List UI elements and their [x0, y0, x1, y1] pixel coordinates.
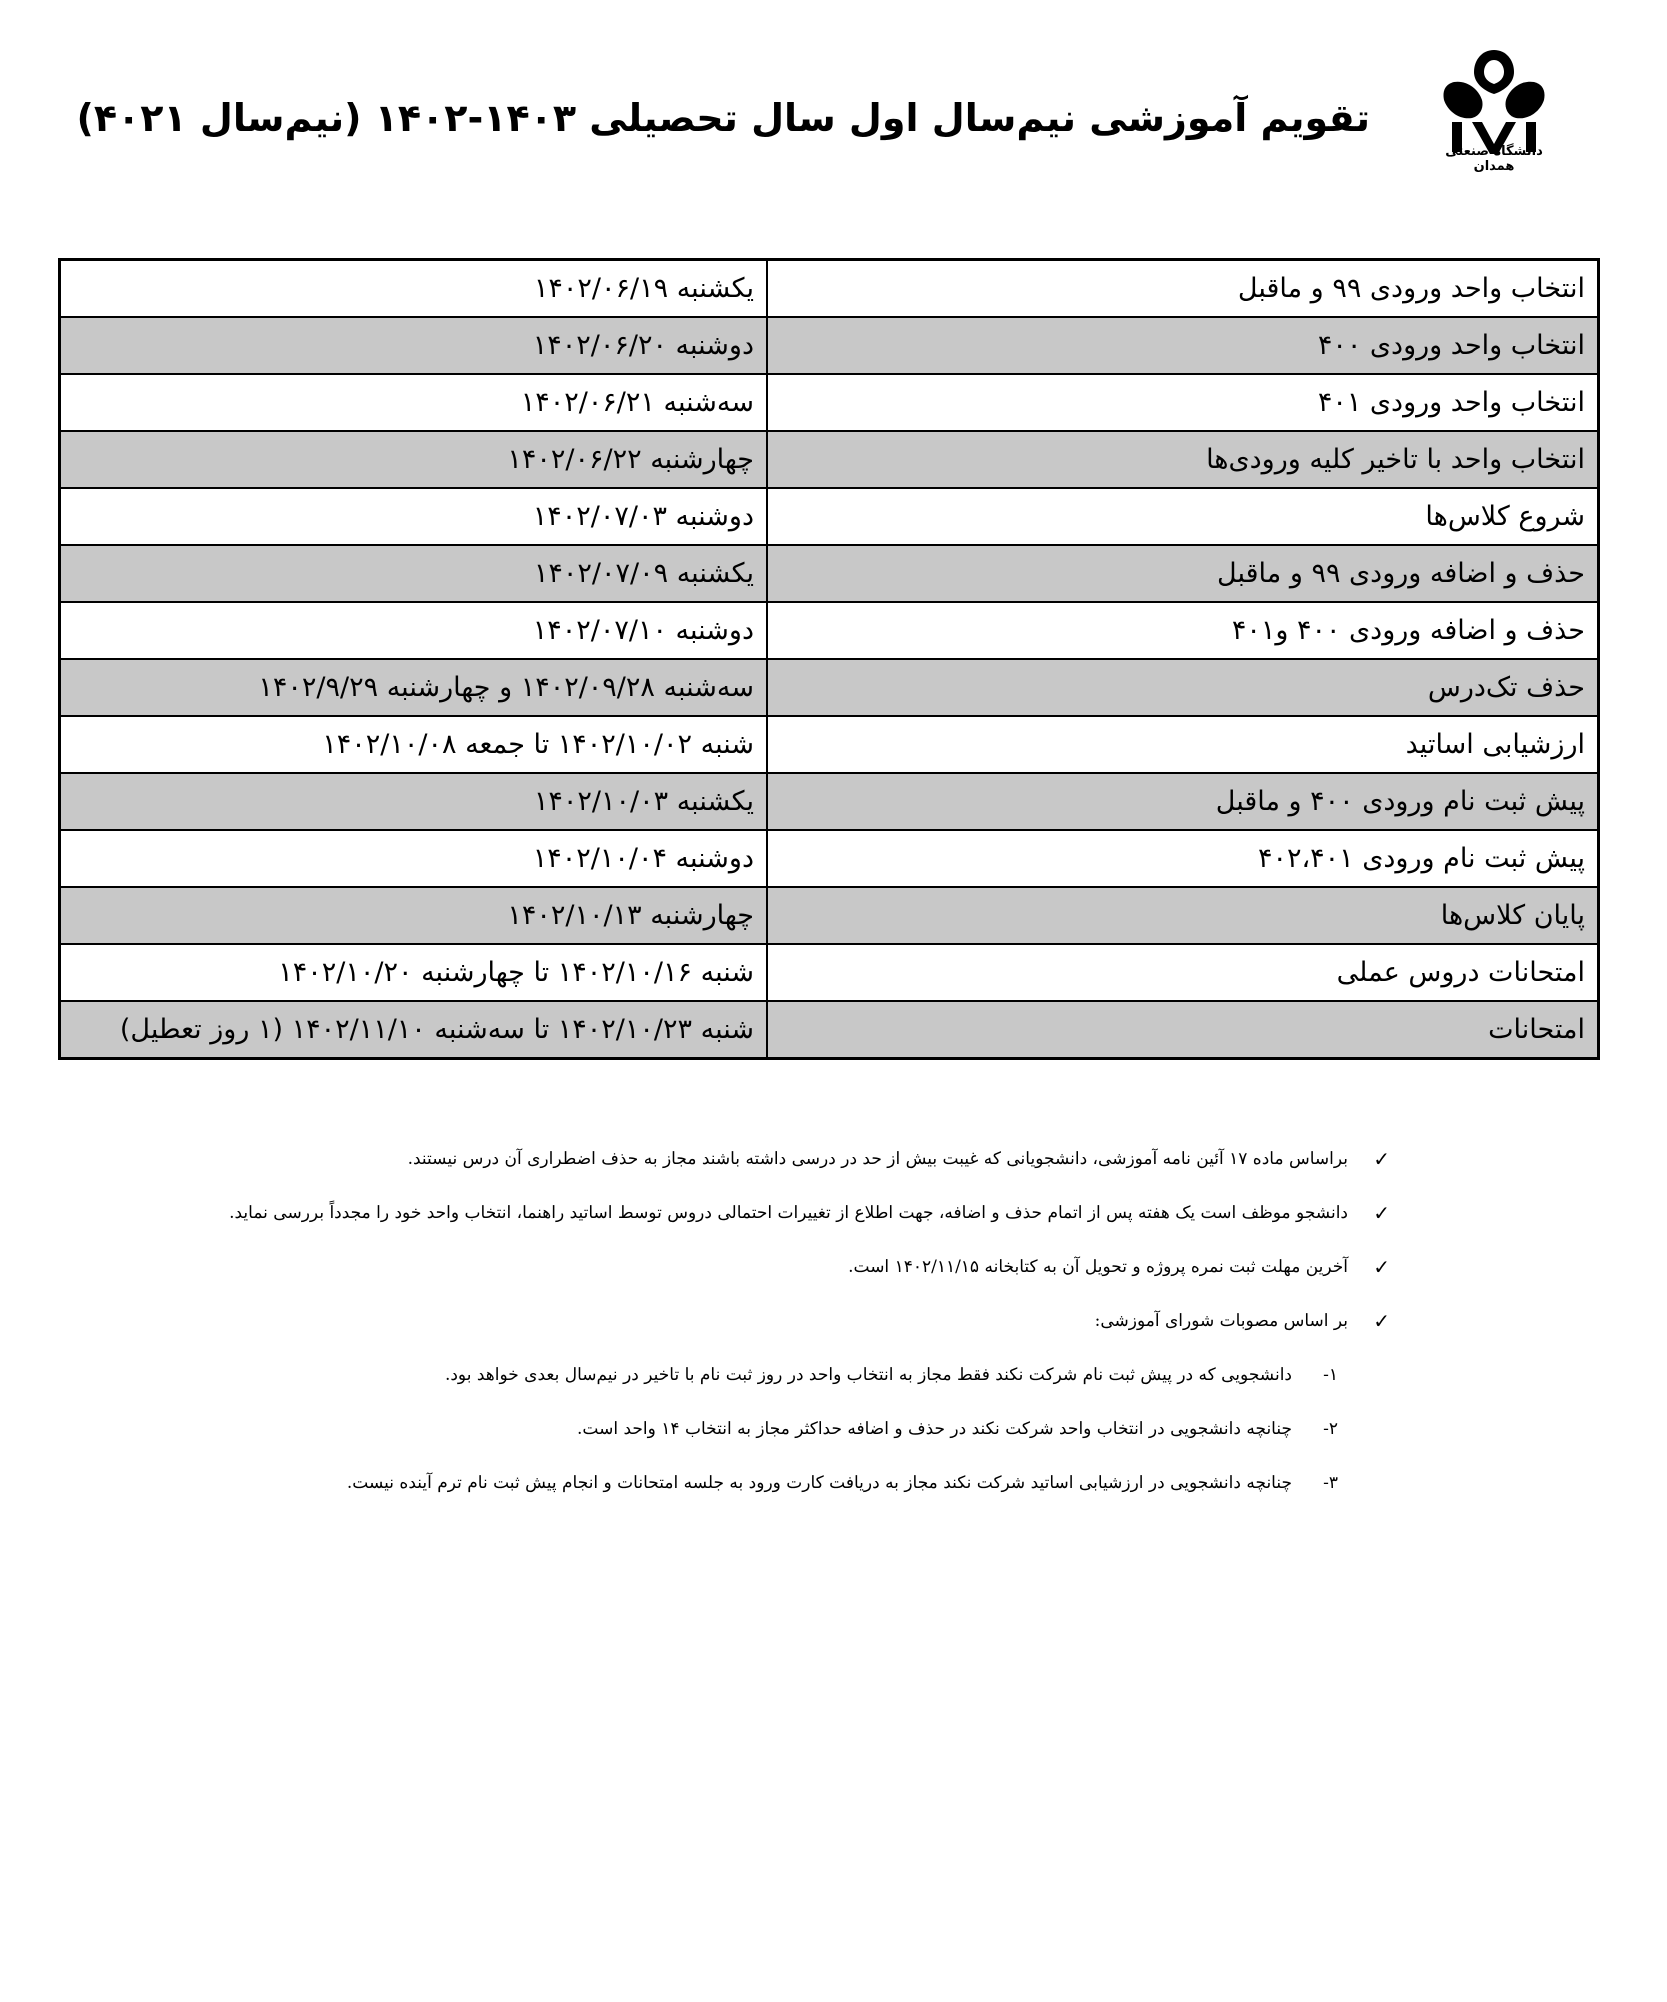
sub-note-text: چنانچه دانشجویی در انتخاب واحد شرکت نکند در حذف و اضافه حداکثر مجاز به انتخاب ۱۴ واحد است. [577, 1419, 1292, 1439]
event-cell: انتخاب واحد ورودی ۹۹ و ماقبل [767, 260, 1599, 318]
date-cell: یکشنبه ۱۴۰۲/۱۰/۰۳ [60, 773, 768, 830]
date-cell: چهارشنبه ۱۴۰۲/۱۰/۱۳ [60, 887, 768, 944]
date-cell: دوشنبه ۱۴۰۲/۱۰/۰۴ [60, 830, 768, 887]
sub-note-text: دانشجویی که در پیش ثبت نام شرکت نکند فقط مجاز به انتخاب واحد در روز ثبت نام با تاخیر در نیم‌سال بعدی خواهد بود. [444, 1365, 1292, 1385]
table-row [60, 716, 1599, 773]
date-cell: دوشنبه ۱۴۰۲/۰۷/۱۰ [60, 602, 768, 659]
event-cell: حذف و اضافه ورودی ۹۹ و ماقبل [767, 545, 1599, 602]
event-cell: امتحانات دروس عملی [767, 944, 1599, 1001]
date-cell: یکشنبه ۱۴۰۲/۰۶/۱۹ [60, 260, 768, 318]
table-row [60, 773, 1599, 830]
note-item [130, 1132, 1390, 1186]
event-cell: حذف تک‌درس [767, 659, 1599, 716]
event-cell: ارزشیابی اساتید [767, 716, 1599, 773]
note-item [130, 1294, 1390, 1348]
check-mark-icon: ✓ [1373, 1309, 1390, 1333]
event-cell: انتخاب واحد با تاخیر کلیه ورودی‌ها [767, 431, 1599, 488]
sub-note-number: ۲- [1323, 1419, 1338, 1439]
sub-note-number: ۳- [1323, 1473, 1338, 1493]
table-row [60, 374, 1599, 431]
date-cell: دوشنبه ۱۴۰۲/۰۶/۲۰ [60, 317, 768, 374]
sub-note-item [130, 1348, 1390, 1402]
check-mark-icon: ✓ [1373, 1255, 1390, 1279]
date-cell: دوشنبه ۱۴۰۲/۰۷/۰۳ [60, 488, 768, 545]
page-title: تقویم آموزشی نیم‌سال اول سال تحصیلی ۱۴۰۳-۱۴۰۲ (نیم‌سال ۴۰۲۱) [76, 96, 1370, 140]
logo-caption: دانشگاه صنعتی همدان [1445, 144, 1543, 174]
sub-note-item [130, 1402, 1390, 1456]
event-cell: حذف و اضافه ورودی ۴۰۰ و۴۰۱ [767, 602, 1599, 659]
event-cell: انتخاب واحد ورودی ۴۰۱ [767, 374, 1599, 431]
date-cell: چهارشنبه ۱۴۰۲/۰۶/۲۲ [60, 431, 768, 488]
table-row [60, 659, 1599, 716]
note-item [130, 1186, 1390, 1240]
sub-note-item [130, 1456, 1390, 1510]
table-row [60, 830, 1599, 887]
sub-note-text: چنانچه دانشجویی در ارزشیابی اساتید شرکت نکند مجاز به دریافت کارت ورود به جلسه امتحانات و انجام پیش ثبت نام ترم آینده نیست. [346, 1473, 1292, 1493]
table-row [60, 602, 1599, 659]
table-row [60, 887, 1599, 944]
table-row [60, 545, 1599, 602]
event-cell: پیش ثبت نام ورودی ۴۰۰ و ماقبل [767, 773, 1599, 830]
check-mark-icon: ✓ [1373, 1201, 1390, 1225]
event-cell: امتحانات [767, 1001, 1599, 1059]
note-text: بر اساس مصوبات شورای آموزشی: [1094, 1311, 1348, 1331]
note-text: دانشجو موظف است یک هفته پس از اتمام حذف و اضافه، جهت اطلاع از تغییرات احتمالی دروس توسط اساتید راهنما، انتخاب واحد خود را مجدداً بررسی نماید. [229, 1203, 1348, 1223]
event-cell: انتخاب واحد ورودی ۴۰۰ [767, 317, 1599, 374]
sub-note-number: ۱- [1323, 1365, 1338, 1385]
note-item [130, 1240, 1390, 1294]
event-cell: پایان کلاس‌ها [767, 887, 1599, 944]
calendar-table [58, 258, 1600, 1060]
note-text: براساس ماده ۱۷ آئین نامه آموزشی، دانشجویانی که غیبت بیش از حد در درسی داشته باشند مجاز به حذف اضطراری آن درس نیستند. [407, 1149, 1348, 1169]
table-row [60, 431, 1599, 488]
event-cell: شروع کلاس‌ها [767, 488, 1599, 545]
note-text: آخرین مهلت ثبت نمره پروژه و تحویل آن به کتابخانه ۱۴۰۲/۱۱/۱۵ است. [848, 1257, 1348, 1277]
check-mark-icon: ✓ [1373, 1147, 1390, 1171]
table-row [60, 260, 1599, 318]
table-row [60, 317, 1599, 374]
table-row [60, 1001, 1599, 1059]
date-cell: شنبه ۱۴۰۲/۱۰/۰۲ تا جمعه ۱۴۰۲/۱۰/۰۸ [60, 716, 768, 773]
table-row [60, 944, 1599, 1001]
notes-section [130, 1132, 1390, 1510]
event-cell: پیش ثبت نام ورودی ۴۰۲،۴۰۱ [767, 830, 1599, 887]
date-cell: سه‌شنبه ۱۴۰۲/۰۹/۲۸ و چهارشنبه ۱۴۰۲/۹/۲۹ [60, 659, 768, 716]
table-row [60, 488, 1599, 545]
date-cell: سه‌شنبه ۱۴۰۲/۰۶/۲۱ [60, 374, 768, 431]
date-cell: یکشنبه ۱۴۰۲/۰۷/۰۹ [60, 545, 768, 602]
date-cell: شنبه ۱۴۰۲/۱۰/۲۳ تا سه‌شنبه ۱۴۰۲/۱۱/۱۰ (۱ روز تعطیل) [60, 1001, 768, 1059]
date-cell: شنبه ۱۴۰۲/۱۰/۱۶ تا چهارشنبه ۱۴۰۲/۱۰/۲۰ [60, 944, 768, 1001]
